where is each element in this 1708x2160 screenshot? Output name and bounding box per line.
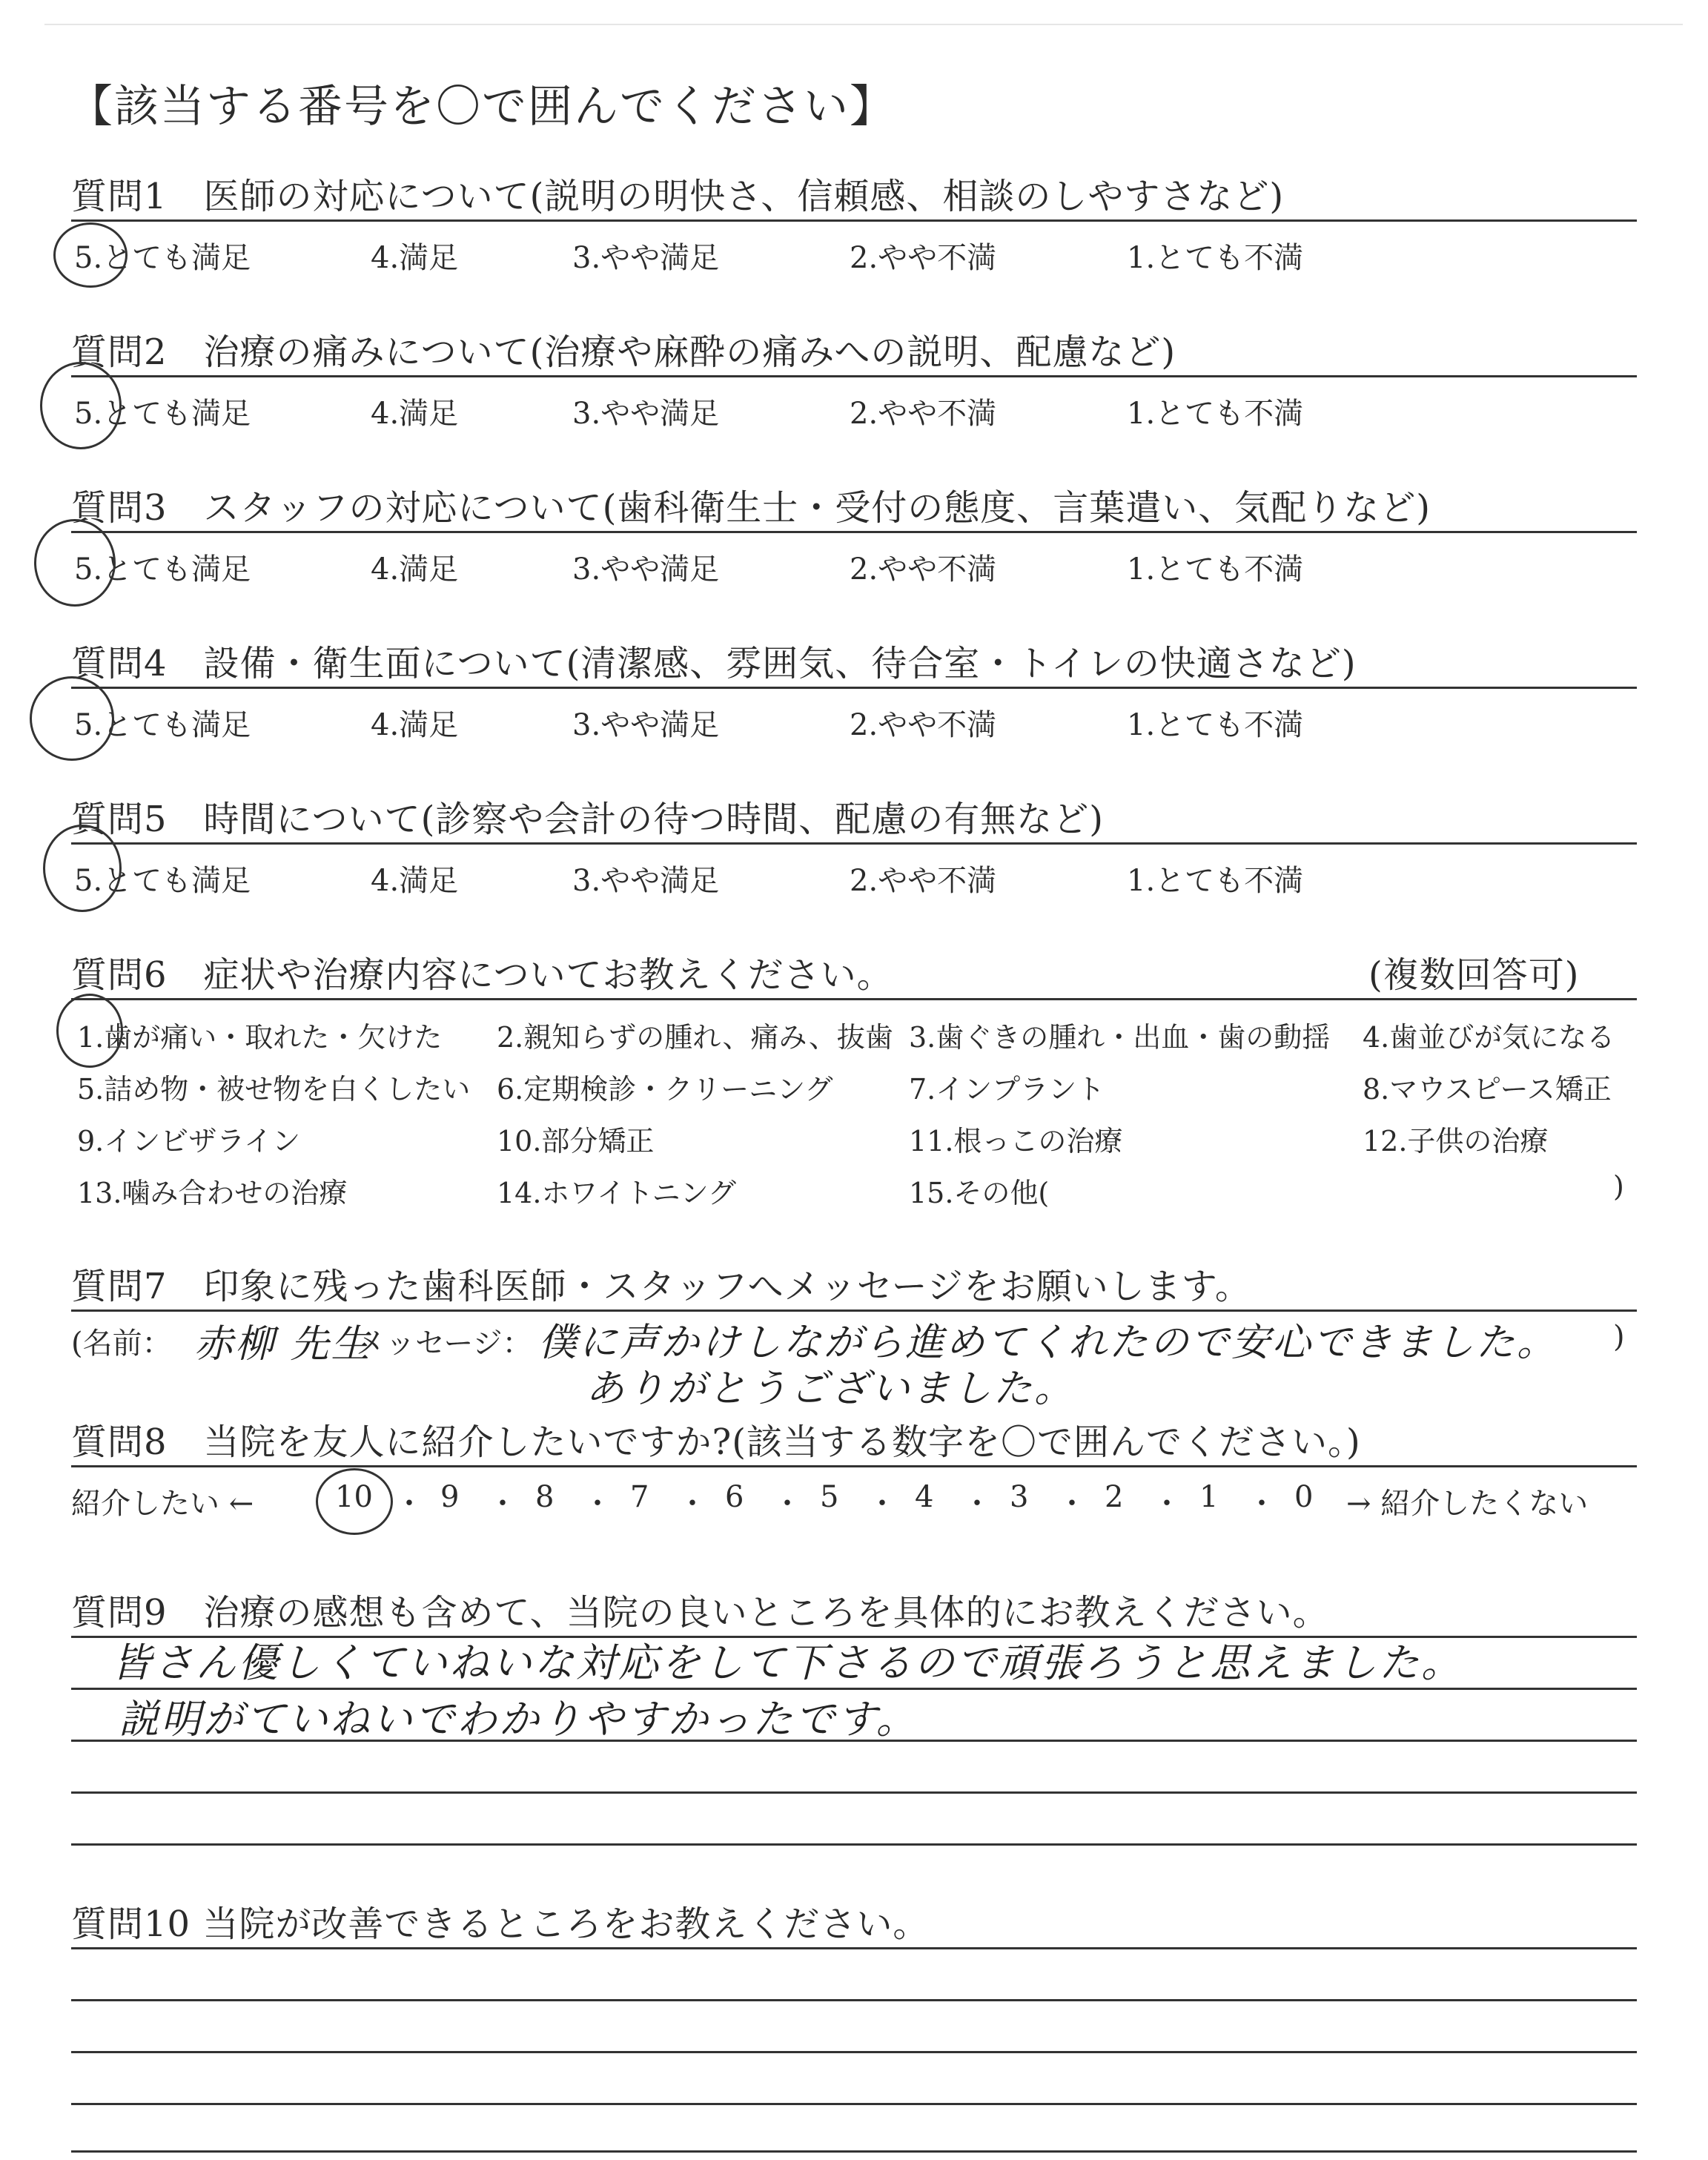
symptom-item[interactable]: 2.親知らずの腫れ、痛み、抜歯 — [497, 1021, 893, 1054]
question-title: 質問9 治療の感想も含めて、当院の良いところを具体的にお教えください。 — [71, 1592, 1329, 1634]
scale-dot: ・ — [962, 1487, 992, 1521]
symptom-item[interactable]: 3.歯ぐきの腫れ・出血・歯の動揺 — [909, 1021, 1331, 1054]
symptom-item[interactable]: 6.定期検診・クリーニング — [497, 1073, 833, 1106]
option-3[interactable]: 3.やや満足 — [572, 241, 720, 275]
option-1[interactable]: 1.とても不満 — [1127, 708, 1304, 742]
symptom-item[interactable]: 8.マウスピース矯正 — [1363, 1073, 1612, 1106]
option-1[interactable]: 1.とても不満 — [1127, 552, 1304, 587]
other-close-paren: ) — [1613, 1170, 1624, 1203]
option-1[interactable]: 1.とても不満 — [1127, 241, 1304, 275]
option-5[interactable]: 5.とても満足 — [74, 241, 251, 275]
symptom-item[interactable]: 12.子供の治療 — [1363, 1125, 1549, 1157]
scale-4[interactable]: 4 — [915, 1480, 934, 1514]
symptom-item[interactable]: 9.インビザライン — [77, 1125, 301, 1157]
selection-circle — [43, 825, 122, 912]
scale-9[interactable]: 9 — [440, 1480, 460, 1514]
scale-dot: ・ — [1247, 1487, 1277, 1521]
close-paren: ) — [1613, 1320, 1625, 1354]
option-4[interactable]: 4.満足 — [371, 864, 459, 898]
not-recommend-label: → 紹介したくない — [1346, 1487, 1589, 1521]
question-title: 質問6 症状や治療内容についてお教えください。 — [71, 954, 893, 996]
message-label: メッセージ： — [356, 1327, 532, 1361]
scale-dot: ・ — [772, 1487, 802, 1521]
symptom-item[interactable]: 4.歯並びが気になる — [1363, 1021, 1615, 1054]
selection-circle — [34, 519, 116, 607]
option-4[interactable]: 4.満足 — [371, 552, 459, 587]
answer-rule — [71, 375, 1637, 377]
option-2[interactable]: 2.やや不満 — [850, 241, 997, 275]
option-2[interactable]: 2.やや不満 — [850, 397, 997, 431]
question-title: 質問5 時間について(診察や会計の待つ時間、配慮の有無など) — [71, 799, 1105, 840]
symptom-item[interactable]: 7.インプラント — [909, 1073, 1105, 1106]
option-3[interactable]: 3.やや満足 — [572, 708, 720, 742]
answer-rule — [71, 2051, 1637, 2053]
handwritten-name[interactable]: 赤柳 先生 — [194, 1322, 372, 1367]
option-3[interactable]: 3.やや満足 — [572, 397, 720, 431]
question-title: 質問1 医師の対応について(説明の明快さ、信頼感、相談のしやすさなど) — [71, 176, 1285, 217]
scale-8[interactable]: 8 — [535, 1480, 555, 1514]
answer-rule — [71, 1465, 1637, 1467]
scan-edge-line — [44, 24, 1683, 25]
answer-rule — [71, 1843, 1637, 1846]
answer-rule — [71, 687, 1637, 689]
symptom-item[interactable]: 14.ホワイトニング — [497, 1177, 737, 1209]
answer-rule — [71, 1791, 1637, 1794]
option-4[interactable]: 4.満足 — [371, 708, 459, 742]
selection-circle — [40, 362, 122, 449]
answer-rule — [71, 842, 1637, 845]
scale-2[interactable]: 2 — [1105, 1480, 1124, 1514]
question-title: 質問2 治療の痛みについて(治療や麻酔の痛みへの説明、配慮など) — [71, 331, 1176, 373]
question-title: 質問8 当院を友人に紹介したいですか?(該当する数字を〇で囲んでください。) — [71, 1421, 1361, 1463]
scale-6[interactable]: 6 — [725, 1480, 744, 1514]
symptom-item[interactable]: 5.詰め物・被せ物を白くしたい — [77, 1073, 471, 1106]
scale-0[interactable]: 0 — [1294, 1480, 1314, 1514]
option-3[interactable]: 3.やや満足 — [572, 552, 720, 587]
selection-circle — [30, 676, 114, 761]
question-title: 質問10 当院が改善できるところをお教えください。 — [71, 1903, 930, 1945]
symptom-item[interactable]: 11.根っこの治療 — [909, 1125, 1123, 1157]
symptom-item[interactable]: 15.その他( — [909, 1177, 1050, 1209]
option-2[interactable]: 2.やや不満 — [850, 552, 997, 587]
option-1[interactable]: 1.とても不満 — [1127, 397, 1304, 431]
scale-dot: ・ — [1057, 1487, 1087, 1521]
scale-dot: ・ — [1152, 1487, 1182, 1521]
symptom-item[interactable]: 1.歯が痛い・取れた・欠けた — [77, 1021, 443, 1054]
option-2[interactable]: 2.やや不満 — [850, 708, 997, 742]
option-4[interactable]: 4.満足 — [371, 397, 459, 431]
handwritten-answer[interactable]: 皆さん優しくていねいな対応をして下さるので頑張ろうと思えました。 — [111, 1639, 1463, 1686]
scale-dot: ・ — [583, 1487, 612, 1521]
selection-circle — [316, 1468, 393, 1535]
answer-rule — [71, 1947, 1637, 1949]
name-label: (名前： — [71, 1327, 172, 1361]
answer-rule — [71, 2103, 1637, 2105]
answer-rule — [71, 219, 1637, 222]
option-5[interactable]: 5.とても満足 — [74, 397, 251, 431]
handwritten-message[interactable]: 僕に声かけしながら進めてくれたので安心できました。 — [538, 1321, 1558, 1365]
question-title: 質問4 設備・衛生面について(清潔感、雰囲気、待合室・トイレの快適さなど) — [71, 643, 1357, 684]
option-2[interactable]: 2.やや不満 — [850, 864, 997, 898]
scale-dot: ・ — [678, 1487, 707, 1521]
scale-3[interactable]: 3 — [1010, 1480, 1029, 1514]
answer-rule — [71, 998, 1637, 1000]
handwritten-message-line-2[interactable]: ありがとうございました。 — [586, 1367, 1076, 1411]
answer-rule — [71, 531, 1637, 533]
page-header: 【該当する番号を〇で囲んでください】 — [68, 81, 896, 133]
selection-circle — [56, 994, 123, 1068]
multiple-answer-note: (複数回答可) — [1368, 954, 1580, 996]
scale-1[interactable]: 1 — [1199, 1480, 1219, 1514]
handwritten-answer-line-2[interactable]: 説明がていねいでわかりやすかったです。 — [119, 1696, 918, 1743]
answer-rule — [71, 2150, 1637, 2153]
recommend-label: 紹介したい ← — [71, 1487, 254, 1521]
scale-7[interactable]: 7 — [630, 1480, 649, 1514]
scale-dot: ・ — [488, 1487, 517, 1521]
option-5[interactable]: 5.とても満足 — [74, 708, 251, 742]
scale-10[interactable]: 10 — [335, 1480, 373, 1514]
scale-5[interactable]: 5 — [820, 1480, 839, 1514]
option-5[interactable]: 5.とても満足 — [74, 864, 251, 898]
option-1[interactable]: 1.とても不満 — [1127, 864, 1304, 898]
option-4[interactable]: 4.満足 — [371, 241, 459, 275]
question-title: 質問3 スタッフの対応について(歯科衛生士・受付の態度、言葉遣い、気配りなど) — [71, 487, 1431, 529]
answer-rule — [71, 1999, 1637, 2001]
symptom-item[interactable]: 13.噛み合わせの治療 — [77, 1177, 348, 1209]
scale-dot: ・ — [394, 1487, 424, 1521]
scale-dot: ・ — [867, 1487, 897, 1521]
symptom-item[interactable]: 10.部分矯正 — [497, 1125, 655, 1157]
selection-circle — [53, 222, 128, 288]
option-3[interactable]: 3.やや満足 — [572, 864, 720, 898]
question-title: 質問7 印象に残った歯科医師・スタッフへメッセージをお願いします。 — [71, 1266, 1251, 1307]
option-5[interactable]: 5.とても満足 — [74, 552, 251, 587]
